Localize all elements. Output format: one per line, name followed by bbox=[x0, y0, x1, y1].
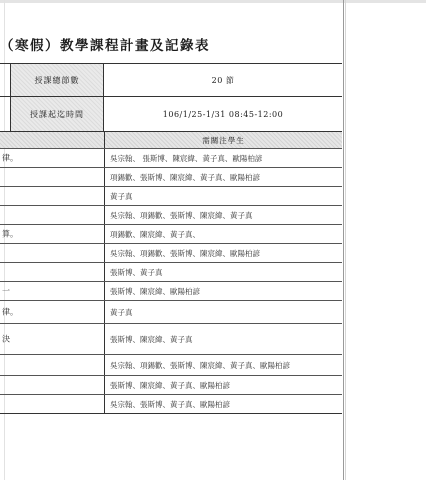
student-names: 項錫歡、張斯博、陳宸緯、黃子真、歐陽柏諺 bbox=[110, 172, 260, 182]
table-row bbox=[0, 323, 342, 354]
teaching-time-row bbox=[0, 96, 342, 131]
row-left-fragment: 律。 bbox=[2, 307, 18, 317]
row-left-text bbox=[0, 282, 105, 300]
student-names: 張斯博、陳宸緯、黃子真、歐陽柏諺 bbox=[110, 380, 230, 390]
student-names: 張斯博、黃子真 bbox=[110, 267, 163, 277]
document-title: （寒假）教學課程計畫及記錄表 bbox=[0, 38, 210, 54]
row-left-fragment: 一 bbox=[2, 286, 10, 296]
table-row bbox=[0, 148, 342, 167]
students-header: 需關注學生 bbox=[105, 132, 342, 148]
scan-top-edge bbox=[0, 0, 426, 3]
table-row bbox=[0, 262, 342, 281]
table-row bbox=[0, 354, 342, 375]
row-left-fragment: 決 bbox=[2, 334, 10, 344]
table-row bbox=[0, 243, 342, 262]
table-row bbox=[0, 224, 342, 243]
row-left-text bbox=[0, 244, 105, 262]
table-row bbox=[0, 281, 342, 300]
teaching-time-value: 106/1/25-1/31 08:45-12:00 bbox=[162, 109, 284, 119]
row-left-text bbox=[0, 376, 105, 394]
student-names: 吳宗翰、張斯博、黃子真、歐陽柏諺 bbox=[110, 399, 230, 409]
total-periods-row bbox=[0, 63, 342, 96]
teaching-time-label: 授課起迄時間 bbox=[11, 97, 104, 131]
row-left-text bbox=[0, 206, 105, 224]
row-left-text bbox=[0, 168, 105, 186]
total-periods-label: 授課總節數 bbox=[11, 64, 104, 96]
table-row bbox=[0, 205, 342, 224]
total-periods-value: 20 節 bbox=[211, 75, 235, 85]
row-left-fragment: 律。 bbox=[2, 153, 18, 163]
row-left-text bbox=[0, 324, 105, 354]
row-left-text bbox=[0, 187, 105, 205]
row-left-text bbox=[0, 149, 105, 167]
row-left-text bbox=[0, 355, 105, 375]
table-row bbox=[0, 375, 342, 394]
table-row bbox=[0, 394, 342, 413]
student-names: 項錫歡、陳宸緯、黃子真、 bbox=[110, 229, 200, 239]
row-left-fragment: 算。 bbox=[2, 229, 18, 239]
row-left-text bbox=[0, 301, 105, 323]
student-names: 張斯博、陳宸緯、黃子真 bbox=[110, 334, 193, 344]
table-row bbox=[0, 300, 342, 323]
page-edge-line bbox=[343, 0, 344, 480]
student-names: 吳宗翰、項錫歡、張斯博、陳宸緯、歐陽柏諺 bbox=[110, 248, 260, 258]
row-left-text bbox=[0, 263, 105, 281]
row-left-text bbox=[0, 225, 105, 243]
student-rows bbox=[0, 148, 342, 413]
student-names: 張斯博、陳宸緯、歐陽柏諺 bbox=[110, 286, 200, 296]
student-names: 吳宗翰、 張斯博、陳宸緯、黃子真、歐陽柏諺 bbox=[110, 153, 263, 163]
student-names: 吳宗翰、項錫歡、張斯博、陳宸緯、黃子真 bbox=[110, 210, 253, 220]
student-names: 黃子真 bbox=[110, 191, 133, 201]
table-row bbox=[0, 167, 342, 186]
row-left-text bbox=[0, 395, 105, 413]
course-record-table bbox=[0, 63, 342, 414]
students-header-row bbox=[0, 131, 342, 148]
page-edge-shadow bbox=[345, 0, 346, 480]
student-names: 吳宗翰、項錫歡、張斯博、陳宸緯、黃子真、歐陽柏諺 bbox=[110, 360, 290, 370]
table-row bbox=[0, 186, 342, 205]
student-names: 黃子真 bbox=[110, 307, 133, 317]
